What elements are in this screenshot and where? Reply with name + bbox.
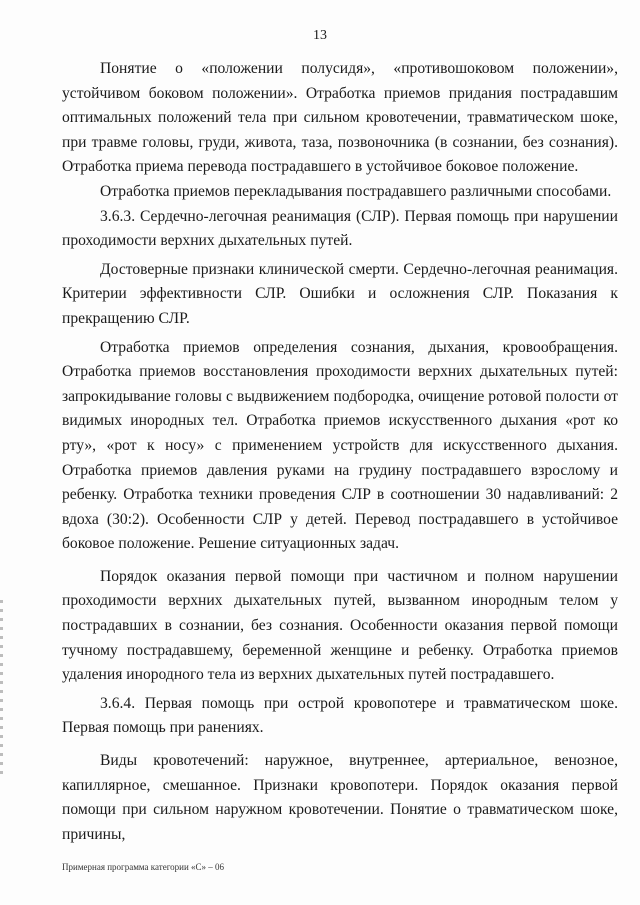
body-text <box>62 57 618 847</box>
page-number: 13 <box>313 28 327 43</box>
paragraph-bleeding-types: Виды кровотечений: наружное, внутреннее, артериальное, венозное, капиллярное, смешанное. Признаки кровопотери. Порядок оказания первой помощи при сильном наружном кровотечении. Понятие о травматическом шоке, причины, <box>62 752 618 843</box>
paragraph-airway-obstruction: Порядок оказания первой помощи при частичном и полном нарушении проходимости верхних дыхательных путей, вызванном инородным телом у пострадавших в сознании, без сознания. Особенности оказания первой помощи тучному пострадавшему, беременной женщине и ребенку. Отработка приемов удаления инородного тела из верхних дыхательных путей пострадавшего. <box>62 567 618 684</box>
section-heading-3-6-3: 3.6.3. Сердечно-легочная реанимация (СЛР). Первая помощь при нарушении проходимости верхних дыхательных путей. <box>62 207 618 250</box>
paragraph-cpr-techniques: Отработка приемов определения сознания, дыхания, кровообращения. Отработка приемов восстановления проходимости верхних дыхательных путей: запрокидывание головы с выдвижением подбородка, очищение ротовой полости от видимых инородных тел. Отработка приемов искусственного дыхания «рот ко рту», «рот к носу» с применением устройств для искусственного дыхания. Отработка приемов давления руками на грудину пострадавшего взрослому и ребенку. Отработка техники проведения СЛР в соотношении 30 надавливаний: 2 вдоха (30:2). Особенности СЛР у детей. Перевод пострадавшего в устойчивое боковое положение. Решение ситуационных задач. <box>62 338 618 553</box>
paragraph-transfer: Отработка приемов перекладывания пострадавшего различными способами. <box>100 182 612 200</box>
paragraph-clinical-death: Достоверные признаки клинической смерти. Сердечно-легочная реанимация. Критерии эффективности СЛР. Ошибки и осложнения СЛР. Показания к прекращению СЛР. <box>62 260 618 327</box>
paragraph-positions: Понятие о «положении полусидя», «противошоковом положении», устойчивом боковом положении». Отработка приемов придания пострадавшим оптимальных положений тела при сильном кровотечении, травматическом шоке, при травме головы, груди, живота, таза, позвоночника (в сознании, без сознания). Отработка приема перевода пострадавшего в устойчивое боковое положение. <box>62 60 618 176</box>
page-footer: Примерная программа категории «С» – 06 <box>62 862 225 872</box>
section-heading-3-6-4: 3.6.4. Первая помощь при острой кровопотере и травматическом шоке. Первая помощь при ранениях. <box>62 694 618 737</box>
scan-edge-mark <box>0 600 3 780</box>
